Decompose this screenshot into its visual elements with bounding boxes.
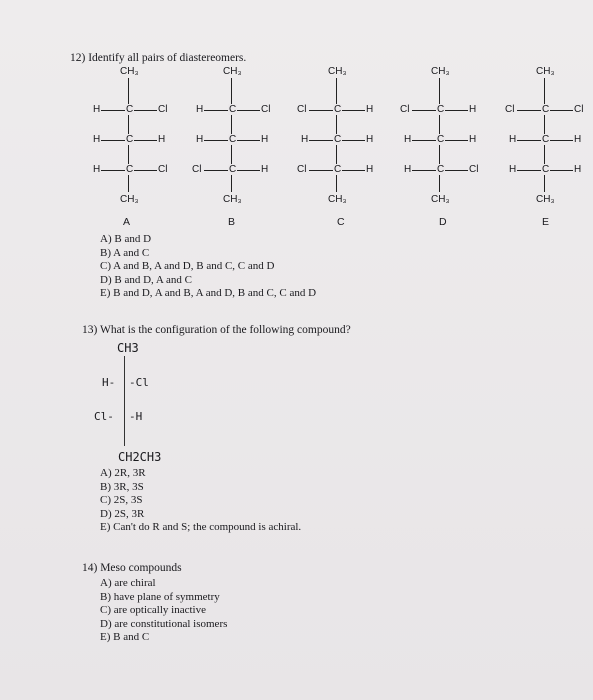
structure-e-top-methyl: CH₃ — [536, 66, 555, 77]
structure-c-center-2: C — [334, 134, 342, 145]
structure-c-right-3: H — [366, 164, 374, 175]
structure-c-right-2: H — [366, 134, 374, 145]
q13-option-d[interactable]: D) 2S, 3R — [100, 507, 145, 520]
structure-a-left-3: H — [93, 164, 101, 175]
structure-b-right-3: H — [261, 164, 269, 175]
structure-a-left-1: H — [93, 104, 101, 115]
structure-a-bottom-methyl: CH₃ — [120, 194, 139, 205]
structure-e-right-1: Cl — [574, 104, 584, 115]
structure-a-right-2: H — [158, 134, 166, 145]
q12-option-a[interactable]: A) B and D — [100, 233, 152, 245]
q14-option-a[interactable]: A) are chiral — [100, 577, 156, 589]
structure-b-bottom-methyl: CH₃ — [223, 194, 242, 205]
structure-b-center-1: C — [229, 104, 237, 115]
structure-a-center-3: C — [126, 164, 134, 175]
q13-option-c[interactable]: C) 2S, 3S — [100, 494, 143, 507]
q13-bottom-group: CH2CH3 — [118, 450, 162, 464]
q13-row1-right: -Cl — [129, 376, 149, 389]
q12-option-d[interactable]: D) B and D, A and C — [100, 273, 192, 286]
q12-option-e[interactable]: E) B and D, A and B, A and D, B and C, C and D — [100, 287, 317, 300]
q12-option-c[interactable]: C) A and B, A and D, B and C, C and D — [100, 260, 275, 273]
structure-a-center-2: C — [126, 134, 134, 145]
structure-e-center-2: C — [542, 134, 550, 145]
structure-e-right-3: H — [574, 164, 582, 175]
structure-c-right-1: H — [366, 104, 374, 115]
structure-c-bottom-methyl: CH₃ — [328, 194, 347, 205]
q12-option-b[interactable]: B) A and C — [100, 246, 150, 259]
structure-b-right-2: H — [261, 134, 269, 145]
structure-d-left-1: Cl — [400, 104, 410, 115]
structure-e-label: E — [542, 216, 550, 228]
q13-title: 13) What is the configuration of the following compound? — [82, 324, 351, 336]
structure-a-label: A — [123, 216, 131, 228]
q14-option-d[interactable]: D) are constitutional isomers — [100, 617, 228, 630]
structure-d-left-2: H — [404, 134, 412, 145]
structure-b-top-methyl: CH₃ — [223, 66, 242, 77]
structure-e-left-1: Cl — [505, 104, 515, 115]
structure-d-center-1: C — [437, 104, 445, 115]
structure-d-right-2: H — [469, 134, 477, 145]
structure-e-center-1: C — [542, 104, 550, 115]
structure-a-center-1: C — [126, 104, 134, 115]
q12-title: 12) Identify all pairs of diastereomers. — [70, 52, 247, 64]
structure-d-bottom-methyl: CH₃ — [431, 194, 450, 205]
q13-row2-left: Cl- — [94, 410, 114, 423]
structure-b-left-2: H — [196, 134, 204, 145]
structure-e-right-2: H — [574, 134, 582, 145]
q13-option-b[interactable]: B) 3R, 3S — [100, 480, 144, 493]
q12-options — [100, 233, 316, 301]
structure-b-center-3: C — [229, 164, 237, 175]
q14-title: 14) Meso compounds — [82, 562, 182, 574]
q14-option-b[interactable]: B) have plane of symmetry — [100, 590, 220, 603]
structure-b-label: B — [228, 216, 236, 228]
structure-c-left-3: Cl — [297, 164, 307, 175]
structure-e-bottom-methyl: CH₃ — [536, 194, 555, 205]
structure-d-label: D — [439, 216, 447, 228]
structure-b-left-1: H — [196, 104, 204, 115]
structure-b-right-1: Cl — [261, 104, 271, 115]
structure-c-left-2: H — [301, 134, 309, 145]
q14-option-c[interactable]: C) are optically inactive — [100, 604, 206, 617]
structure-e-left-2: H — [509, 134, 517, 145]
q13-row1-left: H- — [102, 376, 116, 389]
structure-a-right-1: Cl — [158, 104, 168, 115]
q14-options — [100, 577, 227, 645]
structure-d-top-methyl: CH₃ — [431, 66, 450, 77]
structure-a-right-3: Cl — [158, 164, 168, 175]
q13-top-group: CH3 — [117, 341, 139, 355]
structure-d-center-2: C — [437, 134, 445, 145]
q13-option-e[interactable]: E) Can't do R and S; the compound is achiral. — [100, 521, 302, 534]
structure-a-left-2: H — [93, 134, 101, 145]
structure-c-center-1: C — [334, 104, 342, 115]
structure-b-center-2: C — [229, 134, 237, 145]
structure-d-center-3: C — [437, 164, 445, 175]
q14-option-e[interactable]: E) B and C — [100, 631, 150, 644]
structure-b-left-3: Cl — [192, 164, 202, 175]
structure-e-left-3: H — [509, 164, 517, 175]
structure-d-right-3: Cl — [469, 164, 479, 175]
structure-a-top-methyl: CH₃ — [120, 66, 139, 77]
structure-c-left-1: Cl — [297, 104, 307, 115]
structure-c-label: C — [337, 216, 345, 228]
structure-c-top-methyl: CH₃ — [328, 66, 347, 77]
structure-d-right-1: H — [469, 104, 477, 115]
q13-vertical-line — [124, 356, 125, 446]
q13-option-a[interactable]: A) 2R, 3R — [100, 467, 146, 479]
structure-d-left-3: H — [404, 164, 412, 175]
q13-row2-right: -H — [129, 410, 143, 423]
structure-e-center-3: C — [542, 164, 550, 175]
q13-options — [100, 467, 301, 535]
structure-c-center-3: C — [334, 164, 342, 175]
